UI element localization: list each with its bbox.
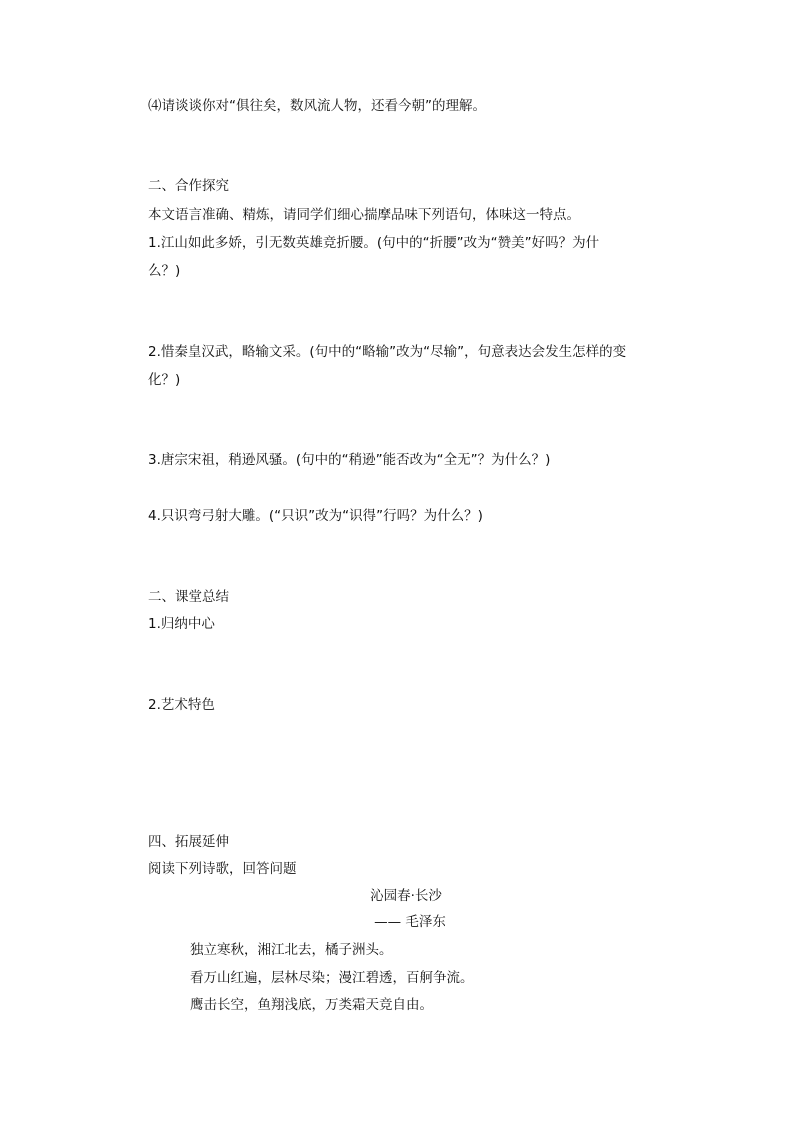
- section-heading-cooperation: 二、合作探究: [148, 178, 229, 194]
- summary-item-2: 2.艺术特色: [148, 697, 215, 713]
- cooperation-question-1-line-1: 1.江山如此多娇，引无数英雄竞折腰。(句中的“折腰”改为“赞美”好吗？为什: [148, 235, 600, 251]
- question-4-comprehension: ⑷请谈谈你对“俱往矣，数风流人物，还看今朝”的理解。: [148, 98, 486, 114]
- cooperation-intro: 本文语言准确、精炼，请同学们细心揣摩品味下列语句，体味这一特点。: [148, 207, 580, 223]
- summary-item-1: 1.归纳中心: [148, 616, 215, 632]
- cooperation-question-4: 4.只识弯弓射大雕。(“只识”改为“识得”行吗？为什么？): [148, 508, 483, 524]
- poem-title: 沁园春·长沙: [370, 888, 442, 904]
- cooperation-question-2-line-2: 化？): [148, 372, 181, 388]
- cooperation-question-2-line-1: 2.惜秦皇汉武，略输文采。(句中的“略输”改为“尽输”，句意表达会发生怎样的变: [148, 344, 627, 360]
- section-heading-extension: 四、拓展延伸: [148, 834, 229, 850]
- poem-line: 独立寒秋，湘江北去，橘子洲头。: [190, 942, 393, 958]
- cooperation-question-1-line-2: 么？): [148, 263, 181, 279]
- poem-line: 看万山红遍，层林尽染；漫江碧透，百舸争流。: [190, 970, 474, 986]
- poem-author: —— 毛泽东: [374, 914, 446, 930]
- extension-instruction: 阅读下列诗歌，回答问题: [148, 861, 297, 877]
- section-heading-summary: 二、课堂总结: [148, 589, 229, 605]
- cooperation-question-3: 3.唐宗宋祖，稍逊风骚。(句中的“稍逊”能否改为“全无”？为什么？): [148, 452, 551, 468]
- poem-line: 鹰击长空，鱼翔浅底，万类霜天竞自由。: [190, 997, 433, 1013]
